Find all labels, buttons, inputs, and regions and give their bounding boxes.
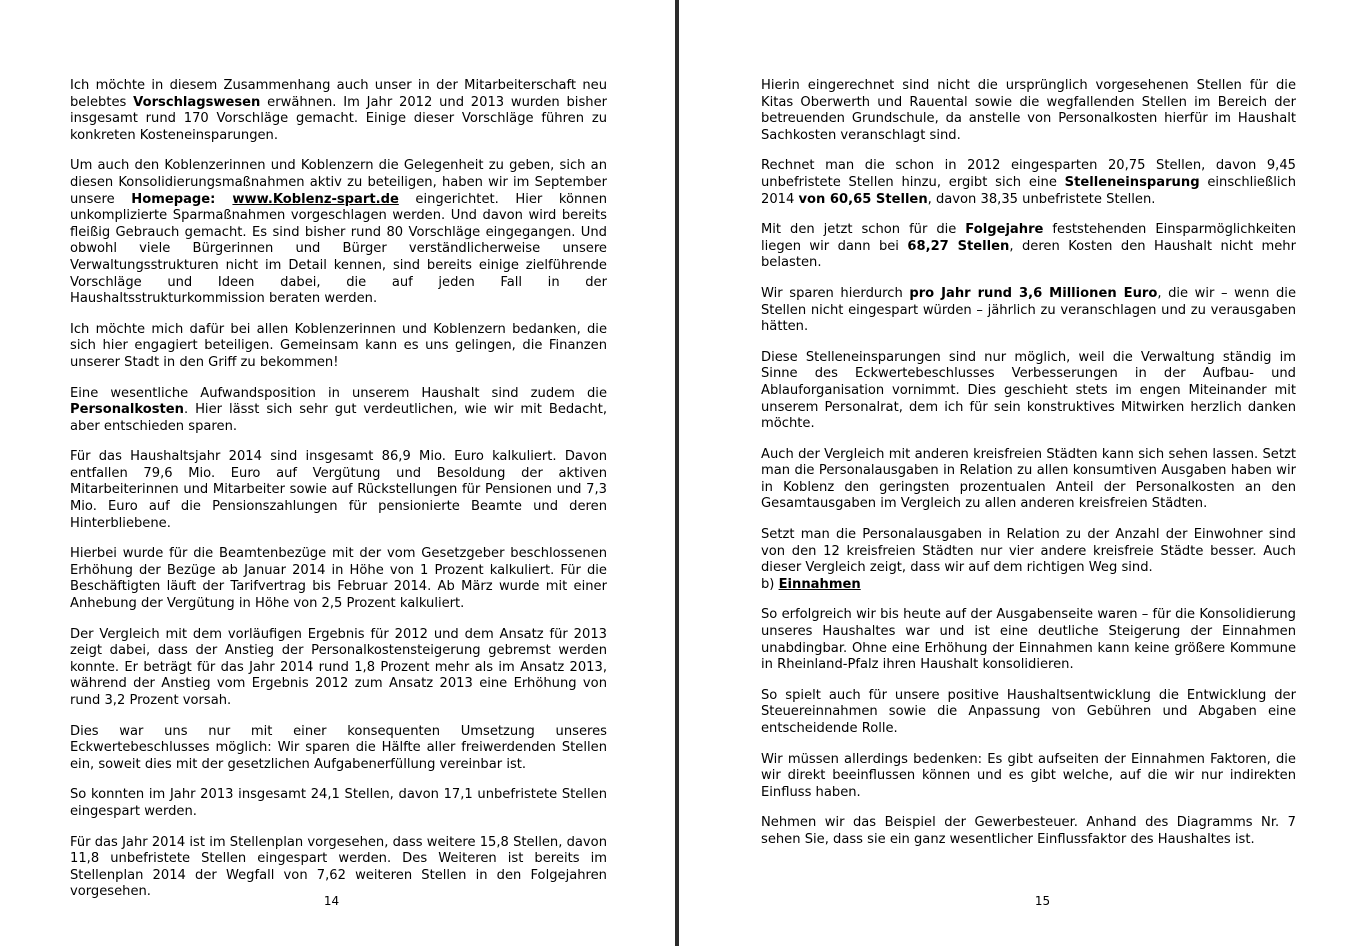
text-run: Stelleneinsparung [1064, 174, 1200, 190]
text-run: Wir müssen allerdings bedenken: Es gibt aufseiten der Einnahmen Faktoren, die wir direkt beeinflussen können und es gibt welche, auf die wir nur indirekten Einfluss haben. [761, 751, 1296, 800]
paragraph [761, 78, 1296, 144]
paragraph [70, 78, 607, 144]
text-run: , deren Kosten den Haushalt nicht mehr belasten. [761, 238, 1296, 271]
paragraph [70, 449, 607, 532]
text-run: , die wir – wenn die Stellen nicht eingespart würden – jährlich zu veranschlagen und zu verausgaben hätten. [761, 285, 1297, 335]
text-run: Hierin eingerechnet sind nicht die ursprünglich vorgesehenen Stellen für die Kitas Oberwerth und Rauental sowie die wegfallenden Stellen im Bereich der betreuenden Grundschule, da anstelle von Personalkosten hierfür im Haushalt Sachkosten veranschlagt sind. [761, 78, 1296, 143]
section-heading-einnahmen [761, 577, 1296, 594]
link-text[interactable]: www.Koblenz-spart.de [232, 191, 399, 207]
paragraph [761, 527, 1296, 577]
paragraph [761, 158, 1296, 208]
paragraph [761, 688, 1296, 738]
paragraph [70, 386, 607, 436]
text-run: So spielt auch für unsere positive Haushaltsentwicklung die Entwicklung der Steuereinnahmen sowie die Anpassung von Gebühren und Abgaben eine entscheidende Rolle. [761, 687, 1296, 736]
paragraph [761, 607, 1296, 673]
paragraph [761, 286, 1296, 336]
page-right-text-column [761, 78, 1296, 849]
text-run: Ich möchte in diesem Zusammenhang auch unser in der Mitarbeiterschaft neu belebtes [70, 78, 607, 110]
page-left-text-column [70, 78, 607, 901]
text-run: . Hier lässt sich sehr gut verdeutlichen, wie wir mit Bedacht, aber entschieden sparen. [70, 402, 607, 434]
text-run: feststehenden Einsparmöglichkeiten liegen wir dann bei [761, 222, 1296, 254]
paragraph [761, 752, 1296, 802]
paragraph [70, 724, 607, 774]
text-run: eingerichtet. Hier können unkomplizierte Sparmaßnahmen vorgeschlagen werden. Und davon wird bereits fleißig Gebrauch gemacht. Es sind bisher rund 80 Vorschläge eingegangen. Und obwohl viele Bürgerinnen und Bürger verständlicherweise unsere Verwaltungsstrukturen nicht im Detail kennen, sind bereits einige zielführende Vorschläge und Ideen dabei, die auf jeden Fall in der Haushaltsstrukturkommission beraten werden. [70, 191, 607, 307]
text-run: Nehmen wir das Beispiel der Gewerbesteuer. Anhand des Diagramms Nr. 7 sehen Sie, dass sie ein ganz wesentlicher Einflussfaktor des Haushaltes ist. [761, 815, 1296, 847]
section-heading-title: Einnahmen [778, 576, 861, 592]
section-heading-label: b) [761, 576, 779, 592]
paragraph [761, 350, 1296, 433]
page-right-paragraphs-after-heading [761, 607, 1296, 848]
paragraph [761, 815, 1296, 848]
text-run: Wir sparen hierdurch [761, 285, 910, 301]
text-run: Hierbei wurde für die Beamtenbezüge mit der vom Gesetzgeber beschlossenen Erhöhung der Bezüge ab Januar 2014 in Höhe von 1 Prozent kalkuliert. Für die Beschäftigten läuft der Tarifvertrag bis Februar 2014. Ab März wurde mit einer Anhebung der Vergütung in Höhe von 2,5 Prozent kalkuliert. [70, 546, 607, 612]
paragraph [70, 835, 607, 901]
text-run: von 60,65 Stellen [798, 191, 928, 207]
text-run: Dies war uns nur mit einer konsequenten Umsetzung unseres Eckwertebeschlusses möglich: Wir sparen die Hälfte aller freiwerdenden Stellen ein, soweit dies mit der gesetzlichen Aufgabenerfüllung vereinbar ist. [70, 723, 607, 772]
paragraph [70, 787, 607, 820]
page-right-paragraphs-before-heading [761, 78, 1296, 577]
text-run: Für das Jahr 2014 ist im Stellenplan vorgesehen, dass weitere 15,8 Stellen, davon 11,8 unbefristete Stellen eingespart werden. Des Weiteren ist bereits im Stellenplan 2014 der Wegfall von 7,62 weiteren Stellen in den Folgejahren vorgesehen. [70, 834, 607, 900]
paragraph [70, 158, 607, 307]
text-run: Homepage: [131, 191, 233, 207]
text-run: Um auch den Koblenzerinnen und Koblenzern die Gelegenheit zu geben, sich an diesen Konsolidierungsmaßnahmen aktiv zu beteiligen, haben wir im September unsere [70, 158, 607, 207]
text-run: Vorschlagswesen [133, 94, 261, 110]
text-run: Setzt man die Personalausgaben in Relation zu der Anzahl der Einwohner sind von den 12 kreisfreien Städten nur vier andere kreisfreie Städte besser. Auch dieser Vergleich zeigt, dass wir auf dem richtigen Weg sind. [761, 527, 1296, 576]
page-number-left: 14 [323, 894, 340, 908]
text-run: , davon 38,35 unbefristete Stellen. [927, 191, 1156, 207]
text-run: So erfolgreich wir bis heute auf der Ausgabenseite waren – für die Konsolidierung unseres Haushaltes war und ist eine deutliche Steigerung der Einnahmen unabdingbar. Ohne eine Erhöhung der Einnahmen kann keine größere Kommune in Rheinland-Pfalz ihren Haushalt konsolidieren. [761, 607, 1296, 673]
text-run: Ich möchte mich dafür bei allen Koblenzerinnen und Koblenzern bedanken, die sich hier engagiert beteiligen. Gemeinsam kann es uns gelingen, die Finanzen unserer Stadt in den Griff zu bekommen! [70, 321, 607, 370]
paragraph [70, 322, 607, 372]
text-run: Mit den jetzt schon für die [761, 222, 966, 238]
text-run: So konnten im Jahr 2013 insgesamt 24,1 Stellen, davon 17,1 unbefristete Stellen eingespart werden. [70, 787, 607, 819]
paragraph [761, 222, 1296, 272]
paragraph [70, 627, 607, 710]
paragraph [70, 546, 607, 612]
text-run: 68,27 Stellen [907, 238, 1010, 254]
page-number-right: 15 [1034, 894, 1051, 908]
text-run: Rechnet man die schon in 2012 eingesparten 20,75 Stellen, davon 9,45 unbefristete Stellen hinzu, ergibt sich eine [761, 158, 1296, 190]
text-run: Auch der Vergleich mit anderen kreisfreien Städten kann sich sehen lassen. Setzt man die Personalausgaben in Relation zu allen konsumtiven Ausgaben haben wir in Koblenz den geringsten prozentualen Anteil der Personalkosten an den Gesamtausgaben im Vergleich zu allen anderen kreisfreien Städten. [761, 446, 1296, 512]
text-run: pro Jahr rund 3,6 Millionen Euro [909, 285, 1158, 301]
text-run: Für das Haushaltsjahr 2014 sind insgesamt 86,9 Mio. Euro kalkuliert. Davon entfallen 79,6 Mio. Euro auf Vergütung und Besoldung der aktiven Mitarbeiterinnen und Mitarbeiter sowie auf Rückstellungen für Pensionen und 7,3 Mio. Euro auf die Pensionszahlungen für pensionierte Beamte und deren Hinterbliebene. [70, 449, 607, 531]
text-run: erwähnen. Im Jahr 2012 und 2013 wurden bisher insgesamt rund 170 Vorschläge gemacht. Einige dieser Vorschläge führen zu konkreten Kosteneinsparungen. [70, 94, 608, 143]
text-run: Der Vergleich mit dem vorläufigen Ergebnis für 2012 und dem Ansatz für 2013 zeigt dabei, dass der Anstieg der Personalkostensteigerung gebremst werden konnte. Er beträgt für das Jahr 2014 rund 1,8 Prozent mehr als im Ansatz 2013, während der Anstieg vom Ergebnis 2012 zum Ansatz 2013 eine Erhöhung von rund 3,2 Prozent vorsah. [70, 626, 607, 708]
text-run: Diese Stelleneinsparungen sind nur möglich, weil die Verwaltung ständig im Sinne des Eckwertebeschlusses Verbesserungen in der Aufbau- und Ablauforganisation vornimmt. Dies geschieht stets im engen Miteinander mit unserem Personalrat, dem ich für sein konstruktives Mitwirken herzlich danken möchte. [761, 349, 1296, 432]
paragraph [761, 447, 1296, 513]
text-run: Folgejahre [965, 222, 1044, 238]
text-run: einschließlich 2014 [761, 174, 1297, 207]
text-run: Eine wesentliche Aufwandsposition in unserem Haushalt sind zudem die [70, 385, 607, 401]
text-run: Personalkosten [70, 402, 184, 418]
page-right [677, 0, 1354, 946]
